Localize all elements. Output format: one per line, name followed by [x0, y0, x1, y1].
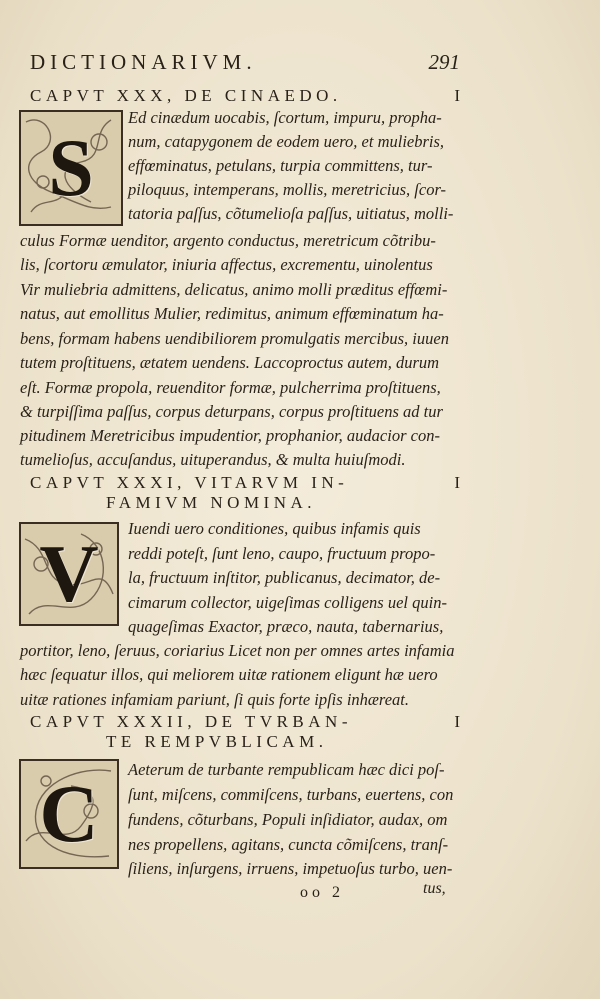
text-line: bens, formam habens uendibiliorem promulgatis mercibus, iuuen — [20, 329, 449, 348]
text-line: & turpiſſima paſſus, corpus deturpans, corpus proſtituens ad tur — [20, 402, 443, 421]
text-line: uitæ rationes infamiam pariunt, ſi quis forte ipſis inhæreat. — [20, 690, 409, 709]
chapter-heading-30 — [30, 86, 460, 106]
text-line: culus Formæ uenditor, argento conductus, meretricum cõtribu- — [20, 231, 436, 250]
text-line: piloquus, intemperans, mollis, meretricius, ſcor- — [128, 180, 447, 199]
chapter-heading-line-2: TE REMPVBLICAM. — [106, 732, 328, 751]
text-line: quageſimas Exactor, præco, nauta, tabernarius, — [128, 617, 444, 636]
text-line: effœminatus, petulans, turpia committens, tur- — [128, 156, 433, 175]
initial-letter: C — [39, 768, 99, 859]
text-line: Vir muliebria admittens, delicatus, animo molli præditus effœmi- — [20, 280, 448, 299]
text-line: hæc ſequatur illos, qui meliorem uitæ rationem eligunt hæ uero — [20, 665, 438, 684]
text-line: cimarum collector, uigeſimas colligens uel quin- — [128, 593, 447, 612]
text-line: num, catapygonem de eodem uero, et muliebris, — [128, 132, 445, 151]
text-line: Ed cinædum uocabis, ſcortum, impuru, propha- — [128, 108, 442, 127]
chapter-heading-line: CAPVT XXXI, VITARVM IN- — [30, 473, 349, 492]
text-line: la, fructuum inſtitor, publicanus, decimator, de- — [128, 568, 441, 587]
decorated-initial-c — [19, 759, 119, 869]
text-line: eſt. Formæ propola, reuenditor formæ, pulcherrima proſtituens, — [20, 378, 441, 397]
page-header — [30, 50, 460, 75]
chapter-heading-line-2: FAMIVM NOMINA. — [106, 493, 317, 512]
text-line: tatoria paſſus, cõtumelioſa paſſus, uitiatus, molli- — [128, 204, 454, 223]
text-line: Aeterum de turbante rempublicam hæc dici poſ- — [128, 760, 445, 779]
chapter-heading-line: CAPVT XXX, DE CINAEDO. — [30, 86, 342, 105]
text-line: portitor, leno, ſeruus, coriarius Licet non per omnes artes infamia — [20, 641, 455, 660]
margin-marker: I — [454, 86, 460, 105]
margin-marker: I — [454, 712, 460, 731]
text-line: tutem proſtituens, ætatem uendens. Laccoproctus autem, durum — [20, 353, 440, 372]
text-line: lis, ſcortoru æmulator, iniuria affectus, excrementu, uinolentus — [20, 255, 433, 274]
decorated-initial-v — [19, 522, 119, 626]
decorated-initial-s — [19, 110, 123, 226]
text-line: pitudinem Meretricibus impudentior, prophanior, audacior con- — [20, 426, 440, 445]
chapter-heading-line: CAPVT XXXII, DE TVRBAN- — [30, 712, 352, 731]
initial-letter: V — [39, 528, 99, 619]
text-line: Iuendi uero conditiones, quibus infamis quis — [128, 519, 421, 538]
text-line: reddi poteſt, ſunt leno, caupo, fructuum propo- — [128, 544, 436, 563]
text-line: ſunt, miſcens, commiſcens, turbans, euertens, con — [128, 785, 454, 804]
chapter-heading-32 — [30, 712, 460, 752]
chapter-heading-31 — [30, 473, 460, 513]
running-title: DICTIONARIVM. — [30, 50, 257, 74]
text-line: nes propellens, agitans, cuncta cõmiſcens, tranſ- — [128, 835, 449, 854]
margin-marker: I — [454, 473, 460, 492]
text-line: natus, aut emollitus Mulier, redimitus, animum effœminatum ha- — [20, 304, 444, 323]
signature-mark: oo 2 — [300, 884, 344, 901]
page-number: 291 — [428, 50, 460, 74]
catchword: tus, — [423, 880, 446, 897]
text-line: fundens, cõturbans, Populi inſidiator, audax, om — [128, 810, 448, 829]
text-line: tumelioſus, accuſandus, uituperandus, & multa huiuſmodi. — [20, 450, 406, 469]
text-line: ſiliens, inſurgens, irruens, impetuoſus turbo, uen- — [128, 859, 453, 878]
initial-letter: S — [48, 122, 94, 213]
